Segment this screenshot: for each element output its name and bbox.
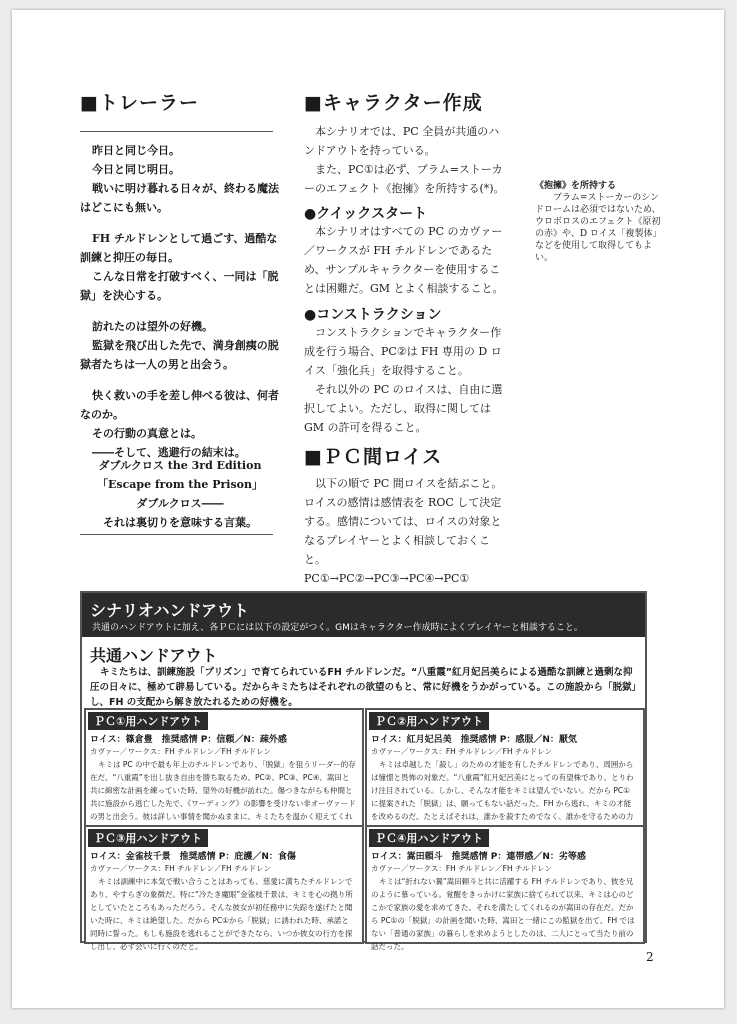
trailer-bottom-rule: [80, 534, 273, 535]
trailer-line: 戦いに明け暮れる日々が、終わる魔法はどこにも無い。: [80, 182, 279, 214]
trailer-heading: ■トレーラー: [80, 92, 199, 114]
trailer-line: ――そして、逃避行の結末は。: [92, 446, 246, 459]
paragraph: 本シナリオでは、PC 全員が共通のハンドアウトを持っている。: [304, 125, 500, 157]
pc2-text: キミは卓越した「殺し」のための才能を有したチルドレンであり、周囲からは憧憬と畏怖の対象だ。“八重霞”紅月妃呂美にとっての有望株であり、とりわけ注目されている。しかし、そんな才能をキミは望んでいない。だから PC①に提案された「脱獄」は、願ってもない話だった。FH から逃れ、キミの才能を改めるのだ。たとえばそれは、誰かを殺すためでなく、誰かを守るための力: [371, 760, 634, 821]
side-note-text: ブラム=ストーカーのシンドロームは必須ではないため、ウロボロスのエフェクト《原初の赤》や、D ロイス「複製体」などを使用して取得してもよい。: [535, 193, 662, 263]
pc3-cover: カヴァー／ワークス：FH チルドレン／FH チルドレン: [90, 864, 271, 873]
pc4-cover: カヴァー／ワークス：FH チルドレン／FH チルドレン: [371, 864, 552, 873]
closing-line: 「Escape from the Prison」: [97, 478, 263, 491]
trailer-line: 快く救いの手を差し伸べる彼は、何者なのか。: [80, 389, 279, 421]
paragraph: また、PC①は必ず、ブラム=ストーカーのエフェクト《抱擁》を所持する(*)。: [304, 163, 505, 195]
trailer-line: 今日と同じ明日。: [92, 163, 180, 176]
closing-line: それは裏切りを意味する言葉。: [103, 516, 257, 529]
quickstart-heading: ●クイックスタート: [304, 206, 428, 222]
trailer-line: その行動の真意とは。: [92, 427, 202, 440]
pc1-handout: [84, 708, 364, 827]
side-note: [535, 180, 665, 264]
pc4-tag: ＰＣ④用ハンドアウト: [369, 829, 489, 847]
character-creation-heading: ■キャラクター作成: [304, 92, 483, 114]
handout-subtitle: 共通のハンドアウトに加え、各ＰＣには以下の設定がつく。GMはキャラクター作成時によくプレイヤーと相談すること。: [92, 623, 583, 633]
quickstart-text: [304, 222, 510, 298]
pc3-lois: ロイス：金雀枝千景 推奨感情 P：庇護／N：食傷: [90, 852, 296, 862]
pc1-text: キミは PC の中で最も年上のチルドレンであり、「脱獄」を狙うリーダー的存在だ。“八重霞”を出し抜き自由を勝ち取るため、PC②、PC③、PC④、嵩田と共に綿密な計画を練っていた時、望外の好機が訪れた。傷つきながらも仲間と共に施設から逃亡した先で、《ワーディング》の影響を受けない非オーヴァードの男と出会う。彼は詳しい事情を聞かぬままに、キミたちを温かく迎えてくれ: [90, 760, 356, 821]
pc-lois-order: PC①→PC②→PC③→PC④→PC①: [304, 572, 470, 585]
character-creation-text: [304, 122, 510, 198]
pc3-tag: ＰＣ③用ハンドアウト: [88, 829, 208, 847]
handout-header: [82, 593, 645, 637]
paragraph: 本シナリオはすべての PC のカヴァー／ワークスが FH チルドレンであるため、サンプルキャラクターを使用することは困難だ。GM とよく相談すること。: [304, 225, 504, 295]
pc1-tag: ＰＣ①用ハンドアウト: [88, 712, 208, 730]
pc2-handout: [365, 708, 645, 827]
document-page: [12, 10, 724, 1008]
pc1-lois: ロイス：篠倉豊 推奨感情 P：信頼／N：疎外感: [90, 735, 287, 745]
pc3-handout: [84, 825, 364, 951]
pc4-handout: [365, 825, 645, 951]
trailer-line: 昨日と同じ今日。: [92, 144, 180, 157]
construction-heading: ●コンストラクション: [304, 307, 442, 323]
trailer-top-rule: [80, 131, 273, 132]
pc3-text: キミは訓練中に本気で戦い合うことはあっても、慈愛に満ちたチルドレンであり、やすらぎの象徴だ。特に“冷たき魔眼”金雀枝千景は、キミを心の拠り所としていたところもあっただろう。そんな彼女が初任務中に失踪を遂げたと聞いた時に、キミは絶望した。だから PC①から「脱獄」に誘われた時、承諾と同時に誓った。もしも施設を逃れることができたなら、いつか彼女の行方を探し出し、必ず会いに行くのだと。: [90, 877, 353, 951]
trailer-line: 監獄を飛び出した先で、満身創痍の脱獄者たちは一人の男と出会う。: [80, 339, 279, 371]
closing-line: ダブルクロス――: [136, 497, 224, 510]
trailer-line: こんな日常を打破すべく、一同は「脱獄」を決心する。: [80, 270, 279, 302]
pc4-lois: ロイス：嵩田頼斗 推奨感情 P：連帯感／N：劣等感: [371, 852, 586, 862]
paragraph: コンストラクションでキャラクター作成を行う場合、PC②は FH 専用の D ロイス「強化兵」を取得すること。: [304, 326, 502, 377]
trailer-closing: [80, 456, 280, 532]
paragraph: それ以外の PC のロイスは、自由に選択してよい。ただし、取得に関しては GM の許可を得ること。: [304, 383, 503, 434]
common-handout-text: キミたちは、訓練施設「プリズン」で育てられているFH チルドレンだ。“八重霞”紅月妃呂美らによる過酷な訓練と過剰な抑圧の日々に、極めて辟易している。だからキミたちはそれぞれの欲望のもと、常に好機をうかがっている。この施設から「脱獄」し、FH の支配から解き放たれるための好機を。: [90, 667, 637, 708]
pc1-cover: カヴァー／ワークス：FH チルドレン／FH チルドレン: [90, 747, 271, 756]
pc2-tag: ＰＣ②用ハンドアウト: [369, 712, 489, 730]
pc2-cover: カヴァー／ワークス：FH チルドレン／FH チルドレン: [371, 747, 552, 756]
handout-title: シナリオハンドアウト: [90, 601, 250, 620]
pc-lois-text: [304, 474, 510, 588]
construction-text: [304, 323, 510, 437]
common-handout-title: 共通ハンドアウト: [90, 646, 218, 665]
pc2-lois: ロイス：紅月妃呂美 推奨感情 P：感服／N：厭気: [371, 735, 577, 745]
pc4-text: キミは“折れない翼”嵩田頼斗と共に活躍する FH チルドレンであり、彼を兄のように慕っている。覚醒をきっかけに家族に捨てられて以来、キミは心のどこかで家族の愛を求めてきた。それを満たしてくれるのが嵩田の存在だ。だから PC①の「脱獄」の計画を聞いた時、嵩田と一緒にこの監獄を出て、FH ではない「普通の家族」の暮らしを求めようとしたのは、二人にとって当たり前の話だった。: [371, 877, 635, 951]
trailer-line: FH チルドレンとして過ごす、過酷な訓練と抑圧の毎日。: [80, 232, 278, 264]
scenario-handout-box: [80, 591, 647, 951]
closing-line: ダブルクロス the 3rd Edition: [98, 459, 262, 472]
side-note-title: 《抱擁》を所持する: [535, 181, 617, 191]
pc-lois-heading: ■ＰＣ間ロイス: [304, 446, 443, 468]
paragraph: 以下の順で PC 間ロイスを結ぶこと。ロイスの感情は感情表を ROC して決定する。感情については、ロイスの対象となるプレイヤーとよく相談しておくこと。: [304, 477, 503, 566]
page-number: 2: [646, 950, 654, 964]
trailer-line: 訪れたのは望外の好機。: [92, 320, 213, 333]
trailer-text: [80, 141, 282, 462]
